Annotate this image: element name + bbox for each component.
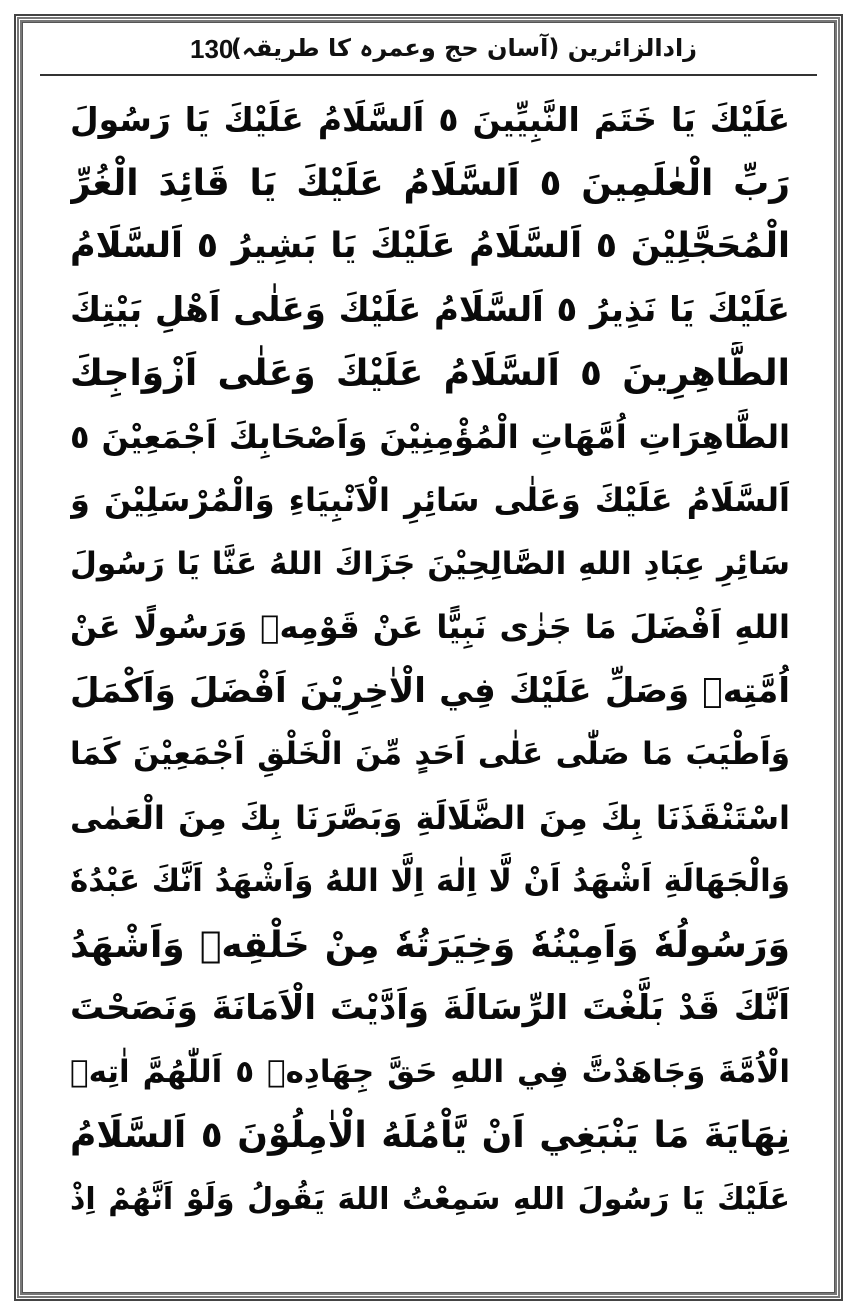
text-line: عَلَيْكَ يَا نَذِيرُ ٥ اَلسَّلَامُ عَلَيْكَ وَعَلٰى اَهْلِ بَيْتِكَ [70, 289, 790, 330]
text-line: وَرَسُولُهٗ وَاَمِيْنُهٗ وَخِيَرَتُهٗ مِنْ خَلْقِهٖ وَاَشْهَدُ [70, 924, 790, 966]
text-line: اللهِ اَفْضَلَ مَا جَزٰى نَبِيًّا عَنْ قَوْمِهٖ وَرَسُولًا عَنْ [70, 608, 790, 646]
page-number: 130 [190, 34, 234, 64]
text-line: نِهَايَةَ مَا يَنْبَغِي اَنْ يَّاْمُلَهُ الْاٰمِلُوْنَ ٥ اَلسَّلَامُ [70, 1115, 790, 1156]
text-line: الطَّاهِرِينَ ٥ اَلسَّلَامُ عَلَيْكَ وَعَلٰى اَزْوَاجِكَ [70, 353, 790, 394]
text-line: رَبِّ الْعٰلَمِينَ ٥ اَلسَّلَامُ عَلَيْكَ يَا قَائِدَ الْغُرِّ [70, 162, 790, 204]
text-line: عَلَيْكَ يَا خَتَمَ النَّبِيِّينَ ٥ اَلسَّلَامُ عَلَيْكَ يَا رَسُولَ [70, 100, 790, 139]
text-line: اُمَّتِهٖ وَصَلِّ عَلَيْكَ فِي الْاٰخِرِيْنَ اَفْضَلَ وَاَكْمَلَ [70, 670, 790, 711]
text-line: سَائِرِ عِبَادِ اللهِ الصَّالِحِيْنَ جَزَاكَ اللهُ عَنَّا يَا رَسُولَ [70, 545, 790, 582]
text-line: وَاَطْيَبَ مَا صَلّٰى عَلٰى اَحَدٍ مِّنَ الْخَلْقِ اَجْمَعِيْنَ كَمَا [70, 736, 790, 772]
page-header [40, 32, 817, 76]
running-title: زادالزائرین (آسان حج وعمرہ کا طریقہ) [230, 34, 697, 62]
text-line: عَلَيْكَ يَا رَسُولَ اللهِ سَمِعْتُ اللهَ يَقُولُ وَلَوْ اَنَّهُمْ اِذْ [70, 1181, 790, 1217]
arabic-body-text [70, 88, 790, 1288]
text-line: الْاُمَّةَ وَجَاهَدْتَّ فِي اللهِ حَقَّ جِهَادِهٖ ٥ اَللّٰهُمَّ اٰتِهٖ [70, 1053, 790, 1090]
text-line: اَلسَّلَامُ عَلَيْكَ وَعَلٰى سَائِرِ الْاَنْبِيَاءِ وَالْمُرْسَلِيْنَ وَ [70, 481, 790, 519]
text-line: الْمُحَجَّلِيْنَ ٥ اَلسَّلَامُ عَلَيْكَ يَا بَشِيرُ ٥ اَلسَّلَامُ [70, 226, 790, 266]
text-line: وَالْجَهَالَةِ اَشْهَدُ اَنْ لَّا اِلٰهَ اِلَّا اللهُ وَاَشْهَدُ اَنَّكَ عَبْدُهٗ [70, 863, 790, 899]
text-line: الطَّاهِرَاتِ اُمَّهَاتِ الْمُؤْمِنِيْنَ وَاَصْحَابِكَ اَجْمَعِيْنَ ٥ [70, 417, 790, 456]
text-line: اَنَّكَ قَدْ بَلَّغْتَ الرِّسَالَةَ وَاَدَّيْتَ الْاَمَانَةَ وَنَصَحْتَ [70, 988, 790, 1028]
text-line: اسْتَنْقَذَنَا بِكَ مِنَ الضَّلَالَةِ وَبَصَّرَنَا بِكَ مِنَ الْعَمٰى [70, 798, 790, 837]
